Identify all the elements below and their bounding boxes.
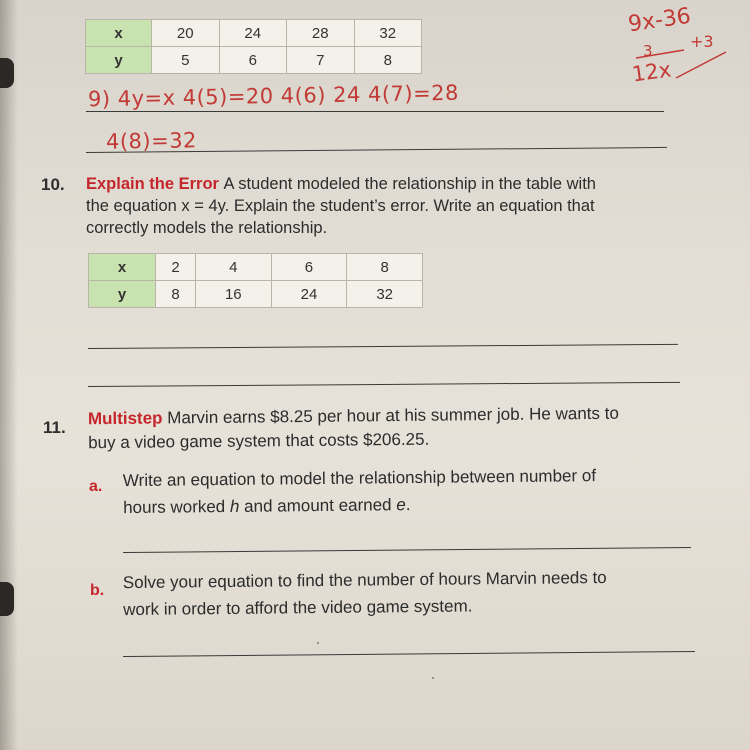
table-row: [89, 254, 423, 281]
paper-speck: [317, 642, 319, 644]
margin-scribble-3: 3: [643, 42, 653, 60]
answer-line: [123, 547, 691, 553]
part-a-line2-text: hours worked: [123, 496, 231, 518]
problem-11-title: Multistep: [87, 408, 163, 429]
problem-10-line1: A student modeled the relationship in the table with: [223, 175, 596, 193]
problem-10-line3: correctly models the relationship.: [86, 219, 328, 237]
part-a-line2-mid: and amount earned: [239, 495, 397, 516]
table-cell: 20: [152, 20, 220, 47]
problem-11-text: [88, 401, 708, 455]
part-b-line1: Solve your equation to find the number of hours Marvin needs to: [122, 568, 607, 593]
row-label-x: x: [89, 254, 156, 281]
row-label-x: x: [86, 20, 152, 47]
handwritten-answer-line2: 4(8)=32: [105, 128, 198, 154]
binder-ring-bottom: [0, 582, 14, 616]
part-b-line2: work in order to afford the video game system.: [123, 596, 473, 620]
answer-line: [88, 382, 680, 387]
margin-scribble-2: +3: [690, 32, 714, 51]
table-cell: 24: [219, 20, 287, 47]
answer-line: [123, 651, 695, 657]
problem-11-line2: buy a video game system that costs $206.25.: [88, 429, 430, 453]
table-cell: 4: [195, 254, 271, 281]
margin-scribble-1: 9x-36: [626, 3, 693, 38]
table-cell: 6: [271, 254, 347, 281]
table-cell: 2: [156, 254, 196, 281]
part-a-line1: Write an equation to model the relationship between number of: [122, 466, 597, 491]
margin-scribble-strokes: [0, 0, 750, 120]
problem-10-title: Explain the Error: [86, 175, 219, 193]
problem-10-number: 10.: [41, 175, 65, 194]
table-cell: 6: [219, 47, 287, 74]
part-a-line2: [123, 488, 713, 521]
table-cell: 8: [354, 47, 422, 74]
table-cell: 24: [271, 281, 347, 308]
problem-11-number: 11.: [43, 418, 66, 437]
problem-10-xy-table: [88, 253, 423, 308]
table-cell: 8: [156, 281, 196, 308]
row-label-y: y: [86, 47, 152, 74]
margin-scribble-4: 12x: [630, 57, 673, 87]
row-label-y: y: [89, 281, 156, 308]
problem-10-text: [86, 173, 706, 239]
paper-speck: [432, 677, 434, 679]
answer-line: [88, 344, 678, 349]
table-cell: 8: [347, 254, 423, 281]
part-a-text: [123, 461, 714, 521]
table-row: [89, 281, 423, 308]
handwritten-answer-line1: 9) 4y=x 4(5)=20 4(6) 24 4(7)=28: [87, 80, 460, 112]
table-cell: 32: [347, 281, 423, 308]
problem-11-line1: Marvin earns $8.25 per hour at his summer job. He wants to: [167, 403, 619, 428]
part-b-label: b.: [90, 582, 105, 599]
part-a-line2-end: .: [405, 495, 411, 515]
table-cell: 16: [195, 281, 271, 308]
table-cell: 28: [287, 20, 355, 47]
table-cell: 32: [354, 20, 422, 47]
variable-e: e: [396, 495, 406, 515]
table-cell: 5: [152, 47, 220, 74]
problem-10-line2: the equation x = 4y. Explain the student’s error. Write an equation that: [86, 197, 595, 215]
part-a-label: a.: [89, 478, 103, 495]
part-b-text: [123, 563, 714, 623]
variable-h: h: [229, 496, 240, 516]
table-cell: 7: [287, 47, 355, 74]
